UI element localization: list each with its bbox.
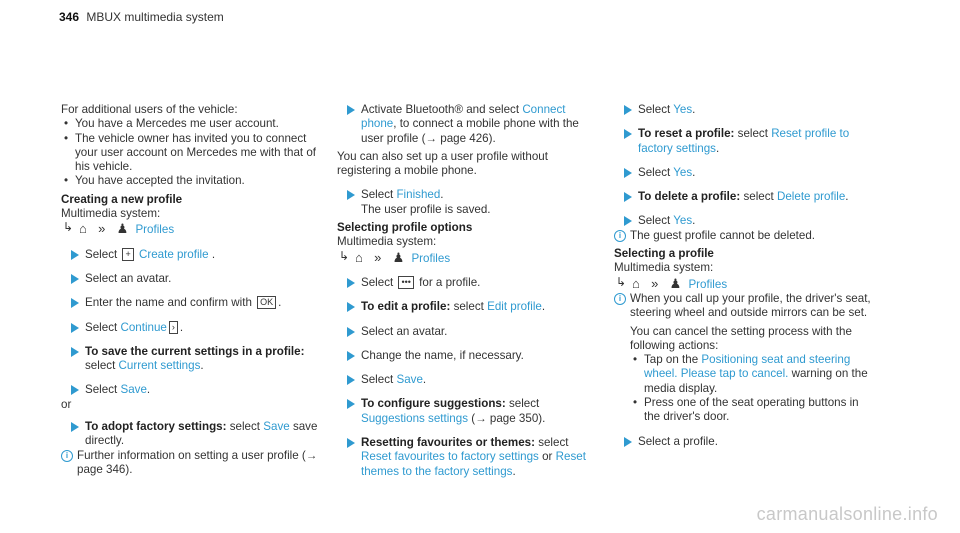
info-note [614, 229, 876, 243]
step-text: . [715, 141, 720, 155]
step [614, 166, 876, 180]
watermark: carmanualsonline.info [756, 504, 938, 524]
bullet-item [630, 353, 876, 396]
step [614, 214, 876, 228]
note-text: The guest profile cannot be deleted. [630, 228, 815, 242]
bullet-item: • You have a Mercedes me user account. [61, 117, 323, 131]
double-chevron-icon: » [374, 249, 382, 265]
step-text: or [542, 450, 553, 464]
step-arrow-icon [71, 298, 79, 308]
profile-icon: ♟ [116, 221, 129, 237]
continue-link[interactable]: Continue [120, 320, 167, 334]
paragraph: You can also set up a user profile without registering a mobile phone. [337, 149, 548, 178]
step-text: select [229, 420, 261, 434]
step-text: . [692, 103, 696, 116]
column-2 [337, 103, 599, 479]
column-3 [614, 103, 876, 449]
step-text: Select [638, 165, 671, 179]
step-text: . [422, 373, 427, 387]
reset-profile-link[interactable]: Reset profile to factory settings [638, 127, 850, 155]
profiles-link[interactable]: Profiles [688, 277, 728, 291]
step-text: . [541, 300, 546, 314]
section-heading: Selecting a profile [614, 247, 714, 261]
step [337, 349, 599, 363]
step-text: Select [85, 383, 118, 397]
profiles-link[interactable]: Profiles [411, 251, 451, 265]
info-icon: i [614, 230, 626, 242]
step-text: Select an avatar. [85, 271, 172, 285]
step-text: Select [361, 188, 394, 202]
or-text: or [61, 397, 72, 411]
step-arrow-icon [71, 250, 79, 260]
note-text: When you call up your profile, the driver's seat, steering wheel and outside mirrors can be set. [630, 291, 871, 320]
page-header [59, 10, 224, 24]
step-text: . [845, 190, 849, 204]
step-arrow-icon [71, 422, 79, 432]
step-text: select [453, 300, 484, 314]
step-arrow-icon [347, 278, 355, 288]
save-link[interactable]: Save [263, 420, 290, 434]
step-text: Activate Bluetooth® and select [361, 103, 520, 116]
step-text: Select [85, 320, 118, 334]
step [337, 436, 599, 479]
step-text: Select a profile. [638, 434, 718, 448]
profile-icon: ♟ [669, 275, 682, 291]
note-text: Further information on setting a user profile (→ page 346). [77, 448, 318, 476]
menu-path [61, 222, 323, 237]
connect-phone-link[interactable]: Connect phone [361, 103, 566, 131]
step-text: (→ page 350). [471, 411, 546, 425]
step-text: Select [638, 214, 671, 228]
step-arrow-icon [624, 105, 632, 115]
step-arrow-icon [347, 105, 355, 115]
section-heading: Creating a new profile [61, 192, 183, 206]
step-bold-text: To adopt factory settings: [85, 420, 227, 434]
step [614, 190, 876, 204]
step-text: , to connect a mobile phone with the user profile (→ page 426). [361, 117, 579, 145]
yes-link[interactable]: Yes [673, 165, 693, 179]
system-label: Multimedia system: [337, 235, 437, 249]
step-text: Change the name, if necessary. [361, 348, 524, 362]
bullet-item: • The vehicle owner has invited you to connect your user account on Mercedes me with that of his vehicle. [61, 132, 323, 175]
step-arrow-icon [71, 347, 79, 357]
yes-link[interactable]: Yes [673, 214, 693, 228]
step-arrow-icon [347, 190, 355, 200]
step-text: . [692, 214, 696, 228]
step [61, 248, 323, 262]
step [337, 397, 599, 426]
step-arrow-icon [347, 302, 355, 312]
step-arrow-icon [71, 385, 79, 395]
section-heading: Selecting profile options [337, 221, 473, 235]
step-text: select [538, 436, 569, 450]
double-chevron-icon: » [651, 275, 659, 291]
step-text: Enter the name and confirm with [85, 296, 252, 310]
step [337, 276, 599, 290]
chevron-right-icon: › [169, 321, 178, 334]
path-arrow-icon: ↳ [339, 248, 350, 263]
step [61, 272, 323, 286]
step-text: . [179, 320, 184, 334]
step-text: Select [361, 373, 394, 387]
home-icon: ⌂ [632, 275, 640, 291]
step-text: select [737, 127, 768, 141]
menu-path [337, 248, 599, 266]
home-icon: ⌂ [79, 221, 87, 237]
step [61, 345, 323, 374]
step-arrow-icon [347, 327, 355, 337]
step-arrow-icon [347, 438, 355, 448]
path-arrow-icon: ↳ [616, 274, 627, 289]
step-bold-text: To delete a profile: [638, 190, 741, 204]
info-note [61, 449, 323, 478]
info-icon: i [61, 450, 73, 462]
profile-icon: ♟ [392, 249, 405, 265]
step-arrow-icon [624, 168, 632, 178]
step-text: Select [638, 103, 671, 116]
step [337, 325, 599, 339]
step [614, 127, 876, 156]
current-settings-link[interactable]: Current settings [118, 359, 201, 373]
step-bold-text: To reset a profile: [638, 127, 735, 141]
step-bold-text: To configure suggestions: [361, 397, 506, 411]
bullet-item: • You have accepted the invitation. [61, 174, 323, 188]
step-text: . [200, 359, 204, 373]
step [614, 103, 876, 117]
step-text: Select [85, 247, 118, 261]
step [61, 420, 323, 449]
step-bold-text: Resetting favourites or themes: [361, 436, 535, 450]
step-arrow-icon [624, 192, 632, 202]
step [61, 383, 323, 397]
suggestions-settings-link[interactable]: Suggestions settings [361, 411, 468, 425]
step [61, 321, 323, 335]
profiles-link[interactable]: Profiles [135, 223, 175, 237]
step-arrow-icon [347, 351, 355, 361]
step-bold-text: To edit a profile: [361, 300, 451, 314]
finished-link[interactable]: Finished [396, 188, 441, 202]
system-label: Multimedia system: [61, 207, 161, 221]
step [61, 296, 323, 310]
reset-themes-link[interactable]: Reset themes to the factory settings [361, 450, 586, 478]
bullet-text: Tap on the [644, 353, 699, 367]
step-text: . [692, 165, 696, 179]
step [337, 300, 599, 314]
more-options-icon: ••• [398, 276, 413, 289]
step-text: . [512, 464, 516, 478]
page-number: 346 [59, 10, 80, 24]
double-chevron-icon: » [98, 221, 106, 237]
save-link[interactable]: Save [396, 373, 423, 387]
step-result-text: The user profile is saved. [361, 202, 491, 216]
info-note [614, 292, 876, 321]
step-arrow-icon [347, 375, 355, 385]
step [337, 373, 599, 387]
column-1 [61, 103, 323, 477]
step [614, 435, 876, 449]
step-arrow-icon [347, 399, 355, 409]
bullet-item: • Press one of the seat operating buttons in the driver's door. [630, 396, 876, 425]
step-text: . [440, 188, 444, 202]
bullet-text: warning on the media display. [644, 367, 868, 395]
paragraph: You can cancel the setting process with the following actions: [630, 324, 852, 352]
step-text: select [85, 359, 116, 373]
step-arrow-icon [71, 323, 79, 333]
yes-link[interactable]: Yes [673, 103, 693, 116]
ok-key: OK [257, 296, 276, 309]
step-text: . [278, 296, 282, 310]
step-bold-text: To save the current settings in a profile: [85, 344, 305, 358]
step-text: for a profile. [419, 275, 481, 289]
home-icon: ⌂ [355, 249, 363, 265]
reset-favourites-link[interactable]: Reset favourites to factory settings [361, 450, 539, 464]
save-link[interactable]: Save [120, 383, 147, 397]
menu-path [614, 274, 876, 292]
create-profile-link[interactable]: Create profile [138, 247, 209, 261]
plus-icon: + [122, 248, 133, 261]
path-arrow-icon: ↳ [63, 220, 74, 235]
step-text: Select [361, 275, 394, 289]
positioning-warning-link[interactable]: Positioning seat and steering wheel. Please tap to cancel. [644, 353, 851, 381]
step-arrow-icon [71, 274, 79, 284]
info-icon: i [614, 293, 626, 305]
step-arrow-icon [624, 437, 632, 447]
step-arrow-icon [624, 216, 632, 226]
step [337, 188, 599, 217]
edit-profile-link[interactable]: Edit profile [487, 300, 542, 314]
step-text: select [508, 397, 540, 411]
step-text: select [743, 190, 774, 204]
delete-profile-link[interactable]: Delete profile [776, 190, 846, 204]
step-text: save directly. [85, 420, 318, 448]
step-arrow-icon [624, 129, 632, 139]
intro-text: For additional users of the vehicle: [61, 103, 238, 116]
step-text: . [211, 247, 216, 261]
running-title: MBUX multimedia system [86, 10, 224, 24]
system-label: Multimedia system: [614, 261, 714, 275]
step-text: . [146, 383, 151, 397]
step-text: Select an avatar. [361, 324, 448, 338]
step [337, 103, 599, 146]
